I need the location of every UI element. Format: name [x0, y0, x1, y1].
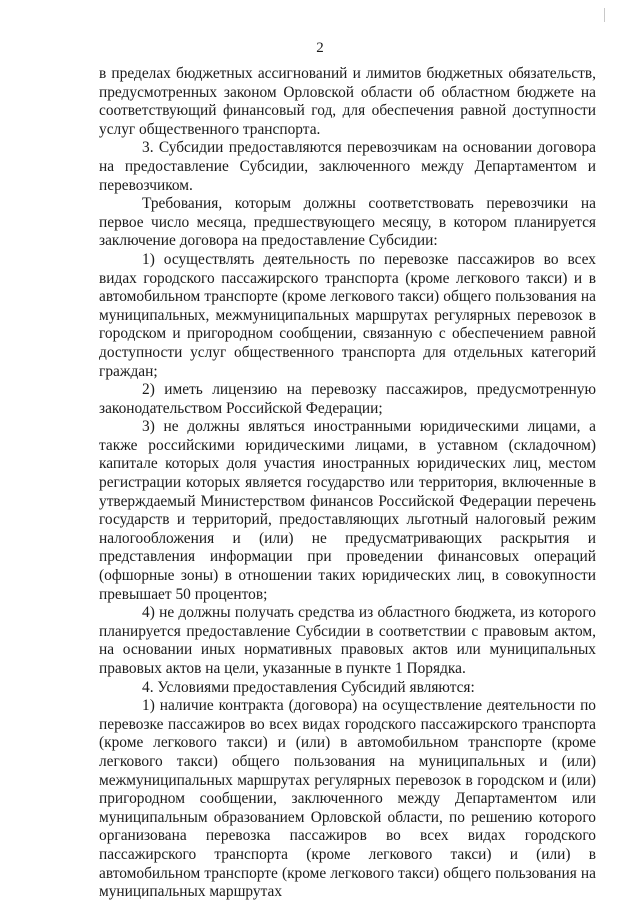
- paragraph-condition-1: 1) наличие контракта (договора) на осуществление деятельности по перевозке пассажиров во всех видах городского пассажирского транспорта (кроме легкового такси) и (или) в автомобильном транспорте (кроме легкового такси) общего пользования на муниципальных и (или) межмуниципальных маршрутах регулярных перевозок в городском и (или) пригородном сообщении, заключенного между Департаментом или муниципальным образованием Орловской области, по решению которого организована перевозка пассажиров во всех видах городского пассажирского транспорта (кроме легкового такси) и (или) в автомобильном транспорте (кроме легкового такси) общего пользования на муниципальных маршрутах: [99, 697, 596, 901]
- paragraph-requirement-2: 2) иметь лицензию на перевозку пассажиров, предусмотренную законодательством Российской Федерации;: [99, 381, 596, 417]
- paragraph-requirement-1: 1) осуществлять деятельность по перевозке пассажиров во всех видах городского пассажирского транспорта (кроме легкового такси) и в автомобильном транспорте (кроме легкового такси) общего пользования на муниципальных, межмуниципальных маршрутах регулярных перевозок в городском и пригородном сообщении, связанную с обеспечением равной доступности услуг общественного транспорта для отдельных категорий граждан;: [99, 250, 596, 380]
- paragraph-item-4-conditions: 4. Условиями предоставления Субсидий являются:: [142, 678, 475, 696]
- paragraph-requirement-4: 4) не должны получать средства из областного бюджета, из которого планируется предоставление Субсидии в соответствии с правовым актом, на основании иных нормативных правовых актов или муниципальных правовых актов на цели, указанные в пункте 1 Порядка.: [99, 604, 596, 677]
- scan-edge-mark: [604, 8, 605, 22]
- paragraph-carrier-requirements: Требования, которым должны соответствовать перевозчики на первое число месяца, предшествующего месяцу, в котором планируется заключение договора на предоставление Субсидии:: [99, 195, 596, 250]
- page-number: 2: [316, 40, 324, 56]
- document-body: [99, 65, 596, 902]
- paragraph-budget-limits: в пределах бюджетных ассигнований и лимитов бюджетных обязательств, предусмотренных законом Орловской области об областном бюджете на соответствующий финансовый год, для обеспечения равной доступности услуг общественного транспорта.: [99, 65, 596, 138]
- paragraph-item-3-subsidies: 3. Субсидии предоставляются перевозчикам на основании договора на предоставление Субсидии, заключенного между Департаментом и перевозчиком.: [99, 139, 596, 194]
- paragraph-requirement-3: 3) не должны являться иностранными юридическими лицами, а также российскими юридическими лицами, в уставном (складочном) капитале которых доля участия иностранных юридических лиц, местом регистрации которых является государство или территория, включенные в утверждаемый Министерством финансов Российской Федерации перечень государств и территорий, предоставляющих льготный налоговый режим налогообложения и (или) не предусматривающих раскрытия и представления информации при проведении финансовых операций (офшорные зоны) в отношении таких юридических лиц, в совокупности превышает 50 процентов;: [99, 418, 596, 603]
